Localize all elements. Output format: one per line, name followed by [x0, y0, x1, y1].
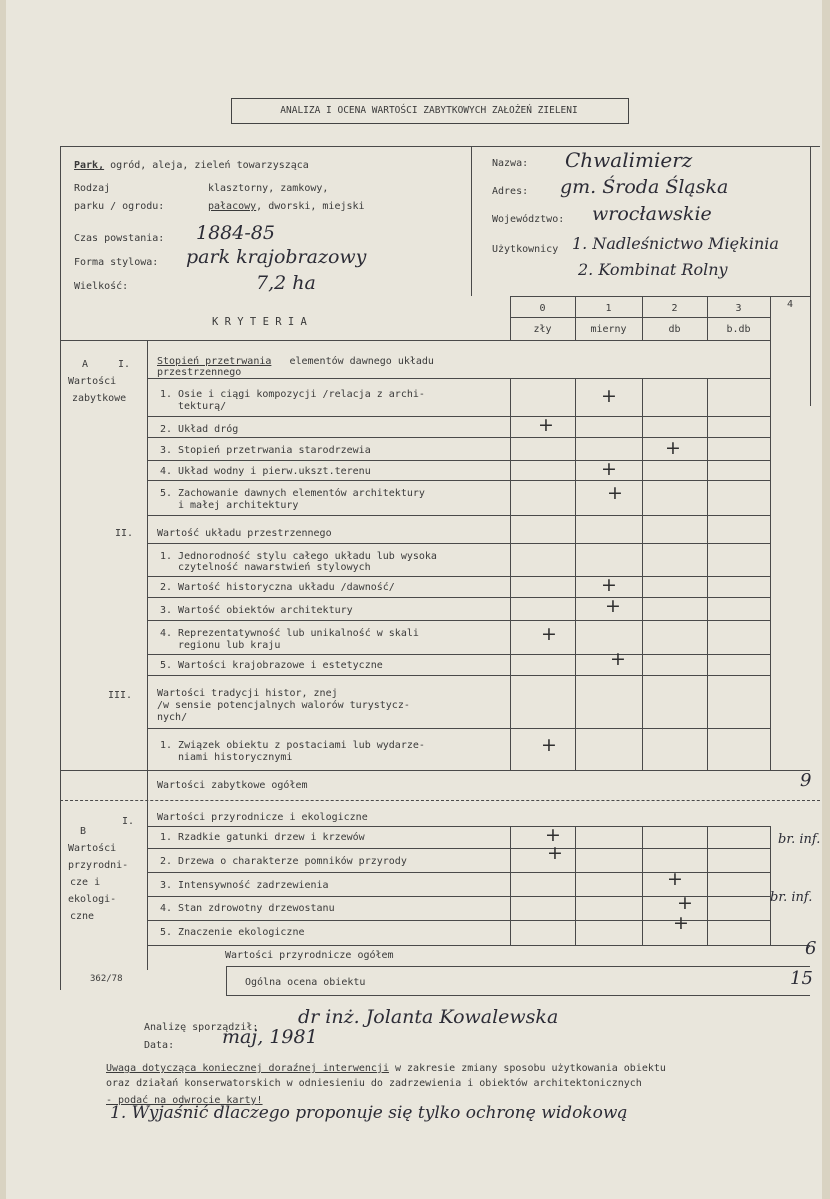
grade-label-3: b.db [726, 324, 751, 335]
a2-item-2: 2. Wartość historyczna układu /dawność/ [160, 582, 395, 593]
b-item-1: 1. Rzadkie gatunki drzew i krzewów [160, 832, 365, 843]
mark-b-2: + [547, 842, 563, 864]
b-item-4: 4. Stan zdrowotny drzewostanu [160, 903, 335, 914]
mark-a2-5: + [610, 648, 626, 670]
rodzaj-options-1: klasztorny, zamkowy, [208, 183, 329, 194]
a1-item-5-line2: i małej architektury [178, 500, 299, 511]
mark-a2-3: + [605, 595, 621, 617]
wielkosc-label: Wielkość: [74, 281, 129, 292]
a2-item-4-line2: regionu lub kraju [178, 640, 281, 651]
grade-number-2: 2 [671, 303, 678, 314]
mark-b-1: + [545, 824, 561, 846]
grade-header-mid [510, 317, 770, 318]
park-word: Park, ogród, aleja, zieleń towarzysząca [74, 160, 309, 171]
section-a-letter: A [82, 359, 89, 370]
section-b-name-4: ekologi- [68, 894, 117, 905]
b-col-1-line [575, 826, 576, 945]
group-iii-roman: III. [108, 690, 133, 701]
a2-item-1-line1: 1. Jednorodność stylu całego układu lub wysoka [160, 551, 437, 562]
criteria-left-border [147, 340, 148, 970]
b-col-3-right-line [770, 826, 771, 945]
b-note-1: br. inf. [778, 832, 821, 847]
a2-item-3: 3. Wartość obiektów architektury [160, 605, 353, 616]
forma-value: park krajobrazowy [186, 246, 367, 268]
group-iii-line-1: Wartości tradycji histor, znej [157, 688, 338, 699]
row-line [147, 543, 770, 544]
uzytkownicy-value-1: 1. Nadleśnictwo Miękinia [572, 234, 779, 253]
a1-item-3: 3. Stopień przetrwania starodrzewia [160, 445, 371, 456]
row-line [147, 945, 810, 946]
b-item-2: 2. Drzewa o charakterze pomników przyrody [160, 856, 407, 867]
note-line-1: Uwaga dotycząca koniecznej doraźnej interwencji w zakresie zmiany sposobu użytkowania obiektu [106, 1063, 666, 1074]
section-b-name-2: przyrodni- [68, 860, 129, 871]
handwritten-note: 1. Wyjaśnić dlaczego proponuje się tylko ochronę widokową [110, 1103, 628, 1123]
adres-label: Adres: [492, 186, 529, 197]
row-line [147, 675, 770, 676]
overall-left [226, 966, 227, 995]
overall-label: Ogólna ocena obiektu [245, 977, 366, 988]
group-ii-title: Wartość układu przestrzennego [157, 528, 332, 539]
row-line [60, 770, 810, 771]
section-b-name-1: Wartości [68, 843, 117, 854]
zabytkowe-total-value: 9 [800, 770, 812, 791]
a3-item-1-line2: niami historycznymi [178, 752, 293, 763]
date-value: maj, 1981 [222, 1026, 318, 1048]
mark-a1-5: + [607, 482, 623, 504]
przyrodnicze-total-label: Wartości przyrodnicze ogółem [225, 950, 394, 961]
author-label: Analizę sporządził: [144, 1022, 259, 1033]
a1-item-4: 4. Układ wodny i pierw.ukszt.terenu [160, 466, 371, 477]
a1-item-1-line2: tekturą/ [178, 401, 227, 412]
mark-a1-4: + [601, 458, 617, 480]
mark-a1-1: + [601, 385, 617, 407]
row-line [147, 848, 770, 849]
row-line [147, 620, 770, 621]
mark-a1-3: + [665, 437, 681, 459]
section-b-letter: B [80, 826, 87, 837]
a1-item-5-line1: 5. Zachowanie dawnych elementów architektury [160, 488, 425, 499]
uzytkownicy-value-2: 2. Kombinat Rolny [578, 260, 728, 279]
row-line [147, 378, 770, 379]
mark-b-3: + [667, 868, 683, 890]
info-divider [471, 146, 472, 296]
rodzaj-label: Rodzaj [74, 183, 111, 194]
a1-item-2: 2. Układ dróg [160, 424, 239, 435]
col-3-right-line [770, 340, 771, 770]
section-a-name-1: Wartości [68, 376, 117, 387]
section-a-name-2: zabytkowe [72, 393, 127, 404]
date-label: Data: [144, 1040, 175, 1051]
mark-a1-2: + [538, 414, 554, 436]
grade-number-3: 3 [735, 303, 742, 314]
frame-top [60, 146, 820, 147]
overall-top [226, 966, 810, 967]
czas-label: Czas powstania: [74, 233, 165, 244]
row-line [147, 460, 770, 461]
grade-number-1: 1 [605, 303, 612, 314]
section-b-name-3: cze i [70, 877, 101, 888]
frame-left [60, 146, 61, 990]
a2-item-4-line1: 4. Reprezentatywność lub unikalność w skali [160, 628, 419, 639]
a2-item-5: 5. Wartości krajobrazowe i estetyczne [160, 660, 383, 671]
row-line [147, 654, 770, 655]
section-b-roman: I. [122, 816, 135, 827]
row-line [147, 576, 770, 577]
row-line [147, 597, 770, 598]
group-ii-roman: II. [115, 528, 134, 539]
wojewodztwo-value: wrocławskie [592, 203, 712, 225]
section-a-roman: I. [118, 359, 131, 370]
author-value: dr inż. Jolanta Kowalewska [298, 1006, 559, 1028]
b-note-2: br. inf. [770, 890, 813, 905]
group-i-title-2: przestrzennego [157, 367, 242, 378]
mark-b-5: + [673, 912, 689, 934]
przyrodnicze-total-value: 6 [805, 938, 817, 959]
b-col-0-line [510, 826, 511, 945]
section-b-title: Wartości przyrodnicze i ekologiczne [157, 812, 368, 823]
note-line-3: - podać na odwrocie karty! [106, 1095, 263, 1106]
page-title: ANALIZA I OCENA WARTOŚCI ZABYTKOWYCH ZAŁOŻEŃ ZIELENI [280, 105, 578, 116]
row-line [147, 416, 770, 417]
grade-number-0: 0 [539, 303, 546, 314]
grade-label-2: db [668, 324, 681, 335]
czas-value: 1884-85 [196, 222, 275, 244]
grade-label-1: mierny [590, 324, 627, 335]
group-i-title: Stopień przetrwania elementów dawnego układu [157, 356, 434, 367]
row-line [147, 728, 770, 729]
uzytkownicy-label: Użytkownicy [492, 244, 559, 255]
grade-number-4: 4 [786, 299, 794, 310]
frame-right [810, 146, 811, 406]
note-line-2: oraz działań konserwatorskich w odniesieniu do zadrzewienia i obiektów architektonicznych [106, 1078, 642, 1089]
grade-label-0: zły [533, 324, 552, 335]
b-col-3-line [707, 826, 708, 945]
nazwa-label: Nazwa: [492, 158, 529, 169]
adres-value: gm. Środa Śląska [560, 176, 729, 198]
b-item-3: 3. Intensywność zadrzewienia [160, 880, 329, 891]
row-line [147, 515, 770, 516]
mark-b-4: + [677, 892, 693, 914]
b-item-5: 5. Znaczenie ekologiczne [160, 927, 305, 938]
parku-label: parku / ogrodu: [74, 201, 165, 212]
overall-bottom [226, 995, 810, 996]
b-col-2-line [642, 826, 643, 945]
mark-a3-1: + [541, 734, 557, 756]
forma-label: Forma stylowa: [74, 257, 159, 268]
section-b-name-5: czne [70, 911, 95, 922]
a3-item-1-line1: 1. Związek obiektu z postaciami lub wydarze- [160, 740, 425, 751]
nazwa-value: Chwalimierz [565, 148, 693, 172]
zabytkowe-total-label: Wartości zabytkowe ogółem [157, 780, 308, 791]
mark-a2-2: + [601, 574, 617, 596]
row-line [147, 826, 770, 827]
section-divider [60, 800, 820, 801]
a1-item-1-line1: 1. Osie i ciągi kompozycji /relacja z archi- [160, 389, 425, 400]
overall-value: 15 [790, 968, 813, 989]
rodzaj-options-2: pałacowy, dworski, miejski [208, 201, 365, 212]
wielkosc-value: 7,2 ha [256, 272, 316, 294]
group-iii-line-2: /w sensie potencjalnych walorów turystycz- [157, 700, 410, 711]
row-line [147, 480, 770, 481]
stamp-number: 362/78 [90, 974, 123, 984]
grade-header-top [510, 296, 810, 297]
kryteria-label: K R Y T E R I A [212, 316, 307, 328]
mark-a2-4: + [541, 623, 557, 645]
a2-item-1-line2: czytelność nawarstwień stylowych [178, 562, 371, 573]
group-iii-line-3: nych/ [157, 712, 188, 723]
wojewodztwo-label: Województwo: [492, 214, 565, 225]
grade-header-bottom [60, 340, 770, 341]
